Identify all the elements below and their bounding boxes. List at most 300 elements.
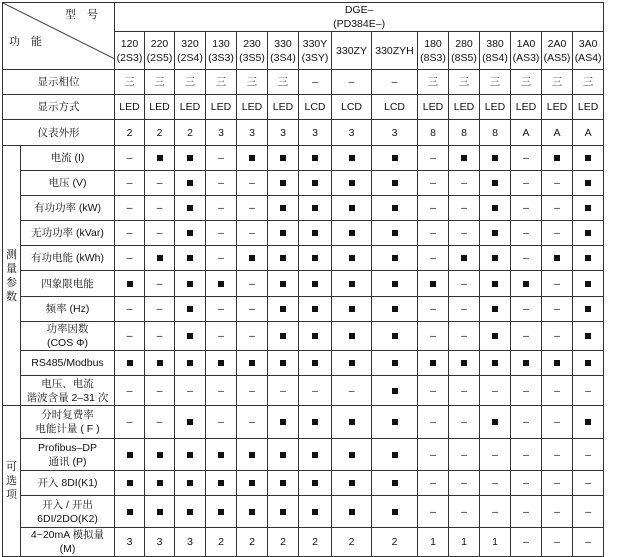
feature-label [21,146,115,171]
value-text: 三 [489,76,501,88]
supported-mark [312,155,318,161]
value-cell [145,376,175,406]
feature-label [21,528,115,557]
value-cell [511,95,542,120]
not-supported-dash: – [312,384,318,397]
supported-mark [492,205,498,211]
feature-label [21,471,115,496]
model-label: 型 号 [65,9,103,21]
value-text: 三 [215,76,227,88]
value-cell [115,439,145,471]
not-supported-dash: – [430,202,436,214]
value-cell [511,146,542,171]
supported-mark [492,255,498,261]
value-cell [449,120,480,146]
value-cell [175,297,206,322]
value-cell [372,406,418,439]
feature-label [21,351,115,376]
value-cell [449,351,480,376]
not-supported-dash: – [585,505,592,518]
not-supported-dash: – [430,227,436,239]
value-cell [332,146,372,171]
value-cell [332,496,372,528]
value-cell [115,406,145,439]
table-row [3,471,604,496]
supported-mark [280,180,286,186]
value-cell [268,376,299,406]
value-cell [418,196,449,221]
not-supported-dash: – [156,330,163,342]
feature-label-line: 6DI/2DO(K2) [37,512,98,525]
feature-label-line: 频率 (Hz) [45,303,90,315]
value-cell [372,271,418,297]
value-text: LCD [304,101,326,113]
supported-mark [312,419,318,425]
not-supported-dash: – [492,477,498,489]
value-text: 三 [124,76,135,88]
feature-label-line: 谐波含量 2–31 次 [26,391,109,404]
value-text: 2 [249,536,255,548]
not-supported-dash: – [348,384,355,397]
value-cell [332,406,372,439]
value-cell [542,376,573,406]
not-supported-dash: – [126,177,133,189]
value-cell [332,471,372,496]
value-cell [299,496,332,528]
supported-mark [585,419,591,425]
not-supported-dash: – [523,252,529,264]
value-cell [449,322,480,351]
value-text: 1 [430,536,436,548]
value-cell [175,95,206,120]
supported-mark [312,306,318,312]
value-cell [480,528,511,557]
model-number: 3A0 [578,37,598,50]
value-cell [145,297,175,322]
value-cell [573,221,604,246]
supported-mark [392,480,398,486]
value-cell [206,297,237,322]
supported-mark [187,452,193,458]
model-header-cell [480,32,511,70]
value-cell [372,351,418,376]
supported-mark [127,281,133,287]
supported-mark [392,255,398,261]
table-row [3,496,604,528]
value-cell [115,221,145,246]
model-header-cell [332,32,372,70]
supported-mark [492,360,498,366]
supported-mark [392,419,398,425]
supported-mark [392,306,398,312]
supported-mark [280,480,286,486]
value-cell [206,120,237,146]
table-row [3,297,604,322]
supported-mark [312,205,318,211]
supported-mark [492,155,498,161]
value-text: 三 [427,76,439,88]
value-cell [418,528,449,557]
value-text: LED [119,101,140,113]
value-cell [268,221,299,246]
not-supported-dash: – [523,227,529,239]
value-cell [299,246,332,271]
feature-label [21,196,115,221]
supported-mark [249,480,255,486]
feature-label [21,322,115,351]
supported-mark [492,180,498,186]
supported-mark [349,480,355,486]
value-cell [145,95,175,120]
value-cell [418,146,449,171]
value-text: 2 [280,536,286,548]
supported-mark [585,205,591,211]
value-cell [299,439,332,471]
value-cell [480,221,511,246]
value-cell [511,70,542,95]
not-supported-dash: – [249,177,255,189]
value-cell [175,322,206,351]
value-cell [237,146,268,171]
feature-label-line: 显示相位 [37,76,80,88]
value-cell [268,297,299,322]
supported-mark [392,281,398,287]
value-cell [237,70,268,95]
value-cell [511,376,542,406]
table-row [3,246,604,271]
value-cell [511,528,542,557]
not-supported-dash: – [554,227,560,239]
not-supported-dash: – [554,277,560,290]
supported-mark [349,155,355,161]
value-cell [511,297,542,322]
not-supported-dash: – [156,303,163,315]
supported-mark [312,509,318,515]
not-supported-dash: – [156,416,163,428]
not-supported-dash: – [218,227,224,239]
header-corner-cell [3,3,115,70]
value-cell [206,439,237,471]
not-supported-dash: – [249,303,255,315]
feature-label [21,376,115,406]
value-text: 2 [312,536,318,548]
value-cell [206,196,237,221]
value-cell [542,471,573,496]
supported-mark [392,360,398,366]
supported-mark [492,306,498,312]
supported-mark [392,230,398,236]
model-header-cell [299,32,332,70]
group-label-char: 数 [6,290,17,303]
value-cell [573,196,604,221]
value-cell [449,95,480,120]
feature-label [21,439,115,471]
value-cell [175,528,206,557]
table-row [3,376,604,406]
feature-label-line: (M) [59,543,76,555]
value-text: 三 [551,76,563,88]
value-cell [573,351,604,376]
value-cell [299,471,332,496]
value-cell [115,95,145,120]
value-cell [145,171,175,196]
not-supported-dash: – [461,330,467,342]
not-supported-dash: – [461,202,467,214]
feature-label-line: 通讯 (P) [48,455,87,468]
value-cell [573,246,604,271]
feature-label-line: 开入 8DI(K1) [37,477,98,489]
supported-mark [312,360,318,366]
not-supported-dash: – [461,303,467,315]
value-cell [511,496,542,528]
value-cell [573,171,604,196]
value-cell [511,196,542,221]
table-row [3,70,604,95]
supported-mark [492,281,498,287]
value-cell [206,376,237,406]
model-code: (8S5) [451,51,477,64]
value-cell [480,196,511,221]
supported-mark [523,360,529,366]
not-supported-dash: – [156,277,163,290]
model-header-cell [268,32,299,70]
not-supported-dash: – [554,202,560,214]
model-code: (AS5) [543,51,571,64]
supported-mark [249,360,255,366]
value-cell [145,246,175,271]
value-cell [299,95,332,120]
value-cell [237,120,268,146]
not-supported-dash: – [554,330,560,342]
value-cell [299,271,332,297]
value-cell [115,376,145,406]
value-cell [268,439,299,471]
not-supported-dash: – [523,416,529,428]
value-cell [573,322,604,351]
supported-mark [312,281,318,287]
value-cell [145,271,175,297]
value-cell [175,351,206,376]
supported-mark [312,255,318,261]
supported-mark [280,155,286,161]
value-cell [542,171,573,196]
not-supported-dash: – [249,416,255,428]
value-cell [175,271,206,297]
value-cell [175,146,206,171]
value-text: 三 [582,76,594,88]
not-supported-dash: – [430,505,436,518]
supported-mark [554,255,560,261]
value-cell [511,471,542,496]
value-cell [480,406,511,439]
supported-mark [585,306,591,312]
value-cell [418,70,449,95]
value-cell [237,496,268,528]
value-cell [299,406,332,439]
supported-mark [392,333,398,339]
value-cell [332,70,372,95]
supported-mark [554,360,560,366]
value-cell [372,120,418,146]
supported-mark [280,419,286,425]
value-cell [237,271,268,297]
not-supported-dash: – [156,384,163,397]
supported-mark [554,155,560,161]
value-cell [418,322,449,351]
supported-mark [280,509,286,515]
value-text: LED [484,101,506,113]
feature-label-line: 电流 (I) [50,152,85,164]
supported-mark [187,480,193,486]
value-text: 2 [156,126,163,139]
value-cell [115,528,145,557]
value-cell [418,246,449,271]
value-cell [268,70,299,95]
not-supported-dash: – [523,177,529,189]
feature-label [3,120,115,146]
model-number: 330Y [302,37,328,50]
not-supported-dash: – [218,152,224,164]
model-header-cell [573,32,604,70]
feature-label-line: 无功功率 (kVar) [31,227,104,239]
feature-label-line: 电能计量 ( F ) [35,423,100,435]
feature-label-line: 有功功率 (kW) [33,202,102,214]
supported-mark [249,155,255,161]
value-cell [299,376,332,406]
model-code: (AS3) [512,51,540,64]
feature-label-line: RS485/Modbus [31,357,104,369]
value-cell [573,496,604,528]
not-supported-dash: – [218,303,224,315]
supported-mark [218,360,224,366]
value-cell [418,171,449,196]
value-text: 3 [218,126,224,139]
value-cell [115,271,145,297]
model-number: 380 [486,37,504,50]
value-cell [332,297,372,322]
value-cell [418,496,449,528]
value-cell [175,406,206,439]
value-text: 8 [430,126,436,139]
function-label: 功 能 [9,36,47,48]
value-cell [449,196,480,221]
value-cell [480,171,511,196]
value-cell [542,406,573,439]
not-supported-dash: – [585,536,592,548]
value-cell [573,297,604,322]
model-code: (8S4) [482,51,508,64]
value-cell [299,322,332,351]
supported-mark [218,281,224,287]
not-supported-dash: – [492,448,498,461]
not-supported-dash: – [430,303,436,315]
value-cell [145,471,175,496]
supported-mark [157,360,163,366]
value-cell [206,146,237,171]
value-cell [511,271,542,297]
supported-mark [392,205,398,211]
value-text: 三 [184,76,196,88]
model-header-cell [237,32,268,70]
value-cell [573,471,604,496]
not-supported-dash: – [554,477,560,489]
model-number: 220 [150,37,169,50]
value-cell [145,120,175,146]
value-text: 8 [461,126,467,139]
value-cell [332,95,372,120]
value-text: 2 [348,536,355,548]
supported-mark [187,230,193,236]
not-supported-dash: – [126,202,133,214]
value-cell [299,146,332,171]
feature-label [21,406,115,439]
table-row [3,95,604,120]
value-cell [418,351,449,376]
value-text: LED [577,101,599,113]
not-supported-dash: – [218,252,224,264]
value-cell [573,271,604,297]
model-number: 330ZYH [375,44,414,57]
value-cell [299,196,332,221]
supported-mark [492,230,498,236]
value-cell [332,322,372,351]
value-cell [542,496,573,528]
supported-mark [127,452,133,458]
supported-mark [218,452,224,458]
supported-mark [280,230,286,236]
value-cell [418,95,449,120]
value-cell [332,246,372,271]
feature-label [21,221,115,246]
value-text: LED [272,101,294,113]
not-supported-dash: – [554,177,560,189]
not-supported-dash: – [461,227,467,239]
supported-mark [187,155,193,161]
value-cell [542,297,573,322]
value-text: 3 [280,126,286,139]
value-cell [511,439,542,471]
not-supported-dash: – [554,448,560,461]
group-label-char: 测 [6,248,17,261]
supported-mark [349,205,355,211]
feature-label-line: 开入 / 开出 [42,498,93,511]
value-cell [480,70,511,95]
feature-label [3,95,115,120]
model-number: 280 [455,37,473,50]
value-cell [480,439,511,471]
value-text: 2 [126,126,133,139]
value-text: 2 [391,536,398,548]
value-text: 2 [218,536,224,548]
not-supported-dash: – [348,76,355,88]
value-cell [372,322,418,351]
value-text: 3 [126,536,133,548]
value-cell [480,95,511,120]
value-cell [372,196,418,221]
feature-label-line: (COS Φ) [46,337,89,349]
supported-mark [218,509,224,515]
value-text: 三 [154,76,165,88]
value-cell [206,221,237,246]
value-cell [268,406,299,439]
value-text: 三 [246,76,258,88]
value-cell [175,120,206,146]
not-supported-dash: – [554,303,560,315]
value-cell [115,171,145,196]
not-supported-dash: – [156,227,163,239]
value-cell [449,146,480,171]
value-text: LED [453,101,475,113]
